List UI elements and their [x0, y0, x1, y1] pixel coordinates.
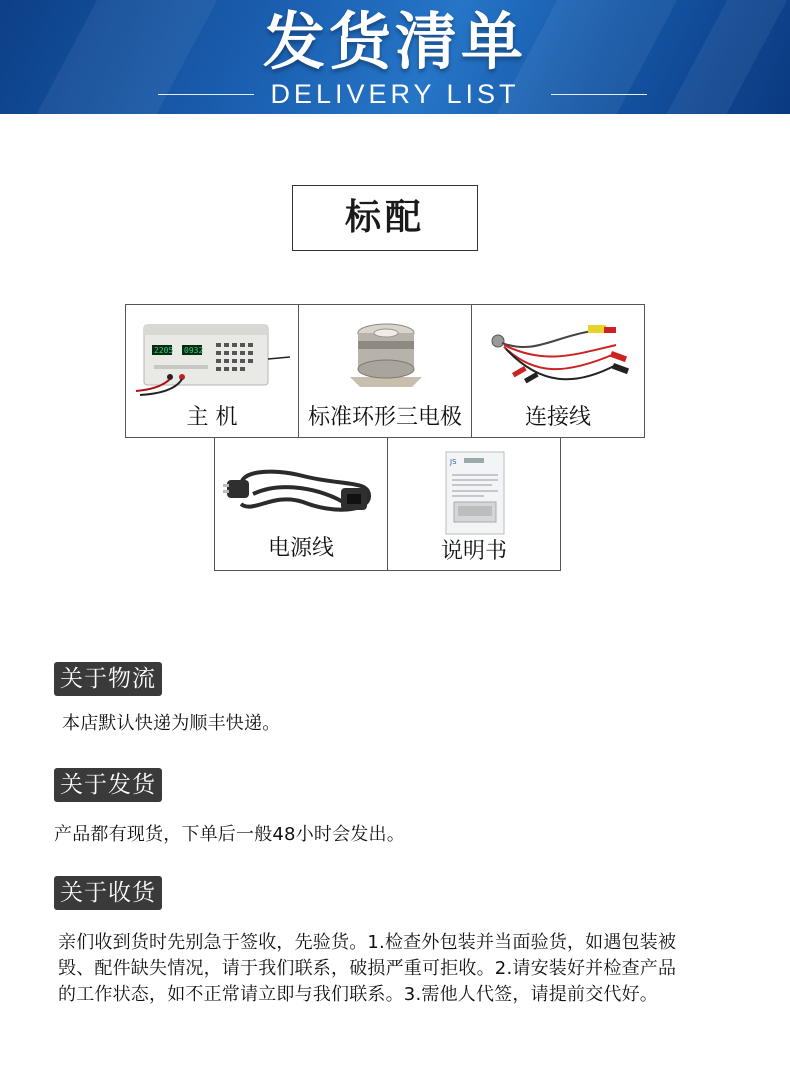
- power-cord-icon: [223, 450, 379, 530]
- header-banner: [0, 0, 790, 114]
- item-manual: [387, 437, 561, 571]
- item-ring-electrode: [298, 304, 472, 438]
- svg-text:0932: 0932: [184, 346, 204, 355]
- receiving-tag: 关于收货: [54, 876, 162, 910]
- item-label: 标准环形三电极: [307, 405, 462, 430]
- item-test-leads: [471, 304, 645, 438]
- receiving-line-1: 亲们收到货时先别急于签收，先验货。1.检查外包装并当面验货，如遇包装被: [58, 932, 677, 953]
- item-power-cord: [214, 437, 388, 571]
- manual-icon: [444, 450, 506, 536]
- standard-config-label: 标配: [292, 185, 478, 251]
- receiving-text: [58, 930, 770, 1008]
- item-label: 说明书: [440, 539, 507, 564]
- receiving-line-2: 毁、配件缺失情况，请于我们联系，破损严重可拒收。2.请安装好并检查产品: [58, 958, 677, 979]
- logistics-text: 本店默认快递为顺丰快递。: [62, 713, 281, 734]
- svg-text:2205: 2205: [154, 346, 174, 355]
- shipping-text: 产品都有现货，下单后一般48小时会发出。: [54, 824, 405, 845]
- logistics-tag: 关于物流: [54, 662, 162, 696]
- main-unit-icon: [130, 319, 296, 399]
- item-label: 电源线: [267, 536, 334, 561]
- ring-electrode-icon: [346, 319, 426, 391]
- item-main-unit: [125, 304, 299, 438]
- svg-text:JS: JS: [450, 458, 457, 466]
- page-title: 发货清单: [262, 5, 527, 78]
- test-leads-icon: [484, 315, 634, 395]
- item-label: 连接线: [524, 405, 591, 430]
- page-subtitle: DELIVERY LIST: [270, 79, 520, 109]
- item-label: 主 机: [186, 405, 238, 430]
- receiving-line-3: 的工作状态，如不正常请立即与我们联系。3.需他人代签，请提前交代好。: [58, 984, 658, 1005]
- divider-right: [551, 94, 647, 95]
- shipping-tag: 关于发货: [54, 768, 162, 802]
